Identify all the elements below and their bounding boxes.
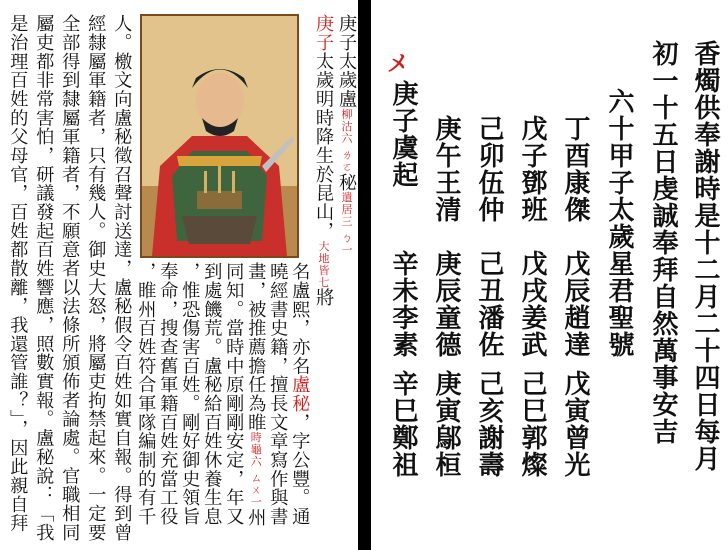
text-column-10: ，睢州百姓符合軍隊編制的有千 <box>135 262 157 526</box>
god-name: 己亥謝壽 <box>474 370 504 478</box>
book-gutter <box>358 0 371 550</box>
text-column-5: 畫，被推薦擔任為睢時龜六 ㄙㄨ一州 <box>245 262 267 527</box>
text-column-7: 到處饑荒。盧秘給百姓休養生息 <box>201 262 223 526</box>
text-column-9: 奉命，搜查舊軍籍百姓充當工役 <box>157 262 179 526</box>
text-column-12: 經隸屬軍籍者，只有幾人。御史大怒，將屬吏拘禁起來。一定要 <box>85 14 107 542</box>
deity-portrait <box>140 14 299 258</box>
text-column-8: ，惟恐傷害百姓。剛好御史領旨 <box>179 262 201 526</box>
text-column-15: 是治理百姓的父母官，百姓都散離，我還管誰？」，因此親自拜 <box>7 14 29 533</box>
deity-illustration <box>142 16 297 256</box>
text-column-13: 全部得到隸屬軍籍者，不願意者以法條所頒佈者論處。官職相同 <box>59 14 81 542</box>
god-name: 戊戌姜武 <box>517 250 547 358</box>
god-name: 庚午王清 <box>431 115 461 223</box>
god-name: 丁酉康傑 <box>560 115 590 223</box>
god-name: 辛未李素 <box>388 250 418 358</box>
section-heading: 六十甲子太歲星君聖號 <box>604 88 634 358</box>
god-name: 戊子鄧班 <box>517 115 547 223</box>
god-name: 己卯伍仲 <box>474 115 504 223</box>
text-column-4: 曉經書史籍，擅長文章寫作與書 <box>267 262 289 526</box>
god-name: 己丑潘佐 <box>474 250 504 358</box>
god-name: 庚辰童德 <box>431 250 461 358</box>
text-column-1: 庚子太歲盧柳沽六 ㄌㄛ秘遣居三 ㄅ一 <box>336 14 357 257</box>
title-column-1: 香燭供奉謝時是十二月二十四日每月 <box>690 40 720 472</box>
right-page <box>371 0 728 550</box>
text-column-6: 同知。當時中原剛剛安定，年又 <box>223 262 245 526</box>
god-name: 戊寅曾光 <box>560 370 590 478</box>
god-name: 己巳郭燦 <box>517 370 547 478</box>
god-name: 庚子虞起 <box>388 80 418 188</box>
god-name: 庚寅鄔桓 <box>431 370 461 478</box>
title-column-2: 初一十五日虔誠奉拜自然萬事安吉 <box>648 40 678 445</box>
text-column-11: 人。檄文向盧秘徵召聲討送達，盧秘假令百姓如實自報。得到曾 <box>111 14 133 542</box>
text-column-2: 庚子太歲明時降生於昆山，大地皆七將 <box>313 14 334 307</box>
text-column-3: 名盧熙，亦名盧秘，字公豐。通 <box>289 262 311 526</box>
red-annotation-mark: メ <box>387 51 410 77</box>
left-page <box>0 0 358 550</box>
god-name: 戊辰趙達 <box>560 250 590 358</box>
text-column-14: 屬吏都非常害怕，研議發起百姓響應，照數實報。盧秘說：「我 <box>33 14 55 542</box>
god-name: 辛巳鄭祖 <box>388 370 418 478</box>
